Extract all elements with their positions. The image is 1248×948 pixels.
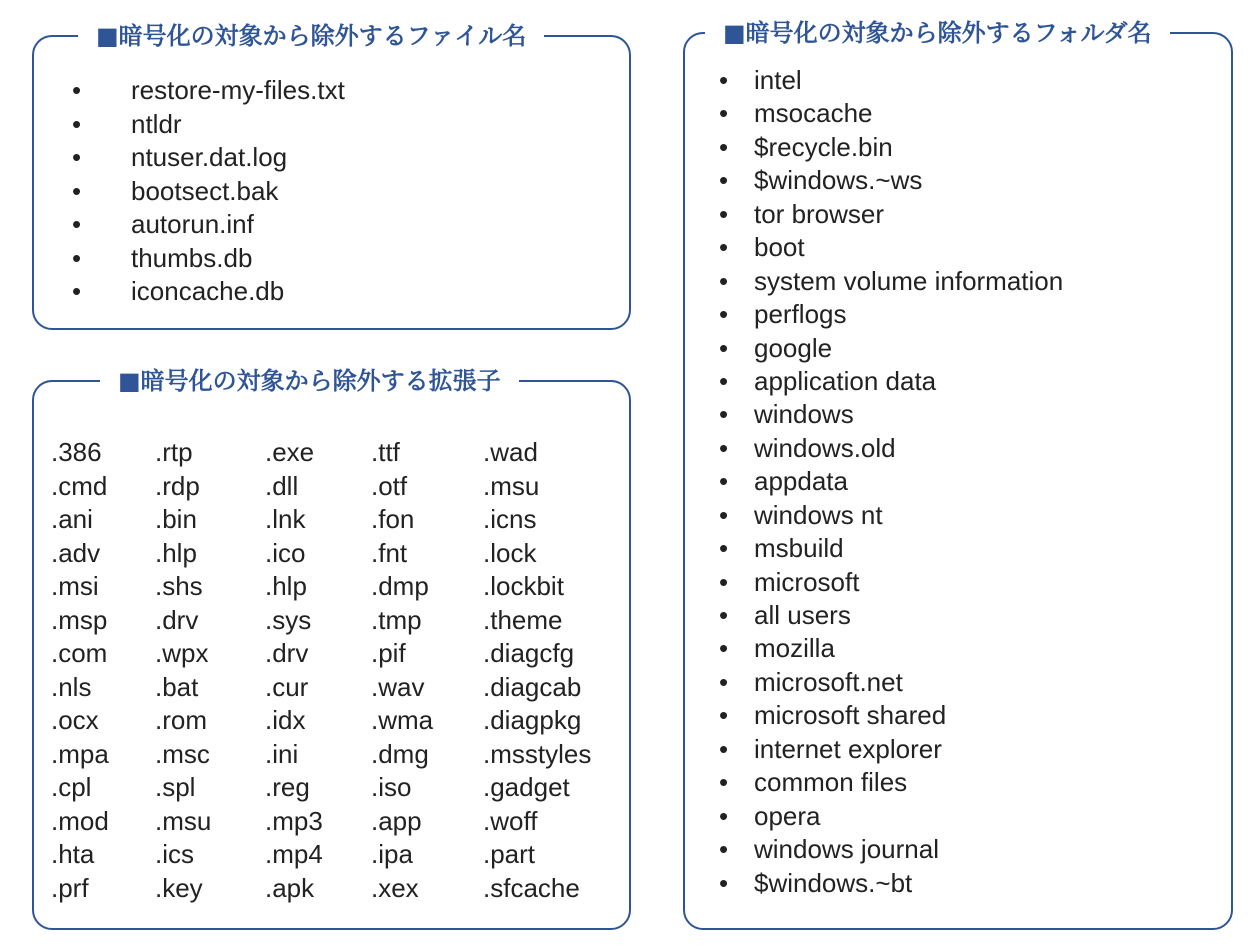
list-item: • all users bbox=[685, 599, 1063, 632]
excluded-folders-title: ■暗号化の対象から除外するフォルダ名 bbox=[705, 15, 1170, 51]
extension-item: .diagpkg bbox=[483, 705, 582, 735]
list-item: • windows nt bbox=[685, 499, 1063, 532]
extension-item: .ttf bbox=[371, 437, 400, 467]
extension-column bbox=[155, 436, 211, 905]
extension-item: .part bbox=[483, 839, 536, 869]
list-item: • ntldr bbox=[34, 108, 345, 142]
extension-item: .key bbox=[155, 872, 203, 903]
list-item: • system volume information bbox=[685, 265, 1063, 298]
extension-item: .ico bbox=[265, 537, 306, 568]
list-item: • iconcache.db bbox=[34, 275, 345, 309]
extension-item: .rom bbox=[155, 705, 207, 735]
list-item: • $recycle.bin bbox=[685, 131, 1063, 164]
list-item: • common files bbox=[685, 766, 1063, 799]
list-item: • restore-my-files.txt bbox=[34, 74, 345, 108]
extension-item: .msc bbox=[155, 738, 210, 769]
extension-item: .gadget bbox=[483, 772, 570, 802]
excluded-extensions-title: ■暗号化の対象から除外する拡張子 bbox=[100, 363, 519, 399]
extension-item: .msstyles bbox=[483, 738, 592, 769]
list-item: • tor browser bbox=[685, 198, 1063, 231]
list-item: • opera bbox=[685, 800, 1063, 833]
excluded-files-box bbox=[32, 22, 631, 330]
extension-item: .diagcab bbox=[483, 671, 582, 702]
extension-item: .spl bbox=[155, 772, 196, 802]
list-item: • windows bbox=[685, 398, 1063, 431]
list-item: • intel bbox=[685, 64, 1063, 97]
extension-item: .ipa bbox=[371, 839, 413, 869]
extension-item: .apk bbox=[265, 872, 315, 903]
extension-item: .theme bbox=[483, 604, 563, 635]
list-item: • microsoft.net bbox=[685, 666, 1063, 699]
extension-item: .com bbox=[51, 638, 108, 668]
extension-item: .drv bbox=[265, 638, 309, 668]
extension-item: .cmd bbox=[51, 470, 108, 501]
extension-item: .wpx bbox=[155, 638, 209, 668]
extension-item: .fon bbox=[371, 504, 415, 534]
excluded-folders-list bbox=[685, 64, 1063, 900]
extension-item: .fnt bbox=[371, 537, 408, 568]
extension-item: .dmg bbox=[371, 738, 429, 769]
extension-item: .cur bbox=[265, 671, 309, 702]
extension-item: .idx bbox=[265, 705, 306, 735]
list-item: • thumbs.db bbox=[34, 242, 345, 276]
extension-item: .nls bbox=[51, 671, 92, 702]
extension-column bbox=[51, 436, 109, 905]
list-item: • boot bbox=[685, 231, 1063, 264]
extension-item: .wad bbox=[483, 437, 538, 467]
extension-item: .rdp bbox=[155, 470, 200, 501]
extension-item: .pif bbox=[371, 638, 406, 668]
extension-item: .lockbit bbox=[483, 571, 564, 601]
extension-item: .bat bbox=[155, 671, 199, 702]
extension-item: .msp bbox=[51, 604, 108, 635]
extension-item: .drv bbox=[155, 604, 199, 635]
extension-column bbox=[265, 436, 323, 905]
extension-item: .bin bbox=[155, 504, 197, 534]
extension-item: .ini bbox=[265, 738, 299, 769]
list-item: • mozilla bbox=[685, 632, 1063, 665]
extension-column bbox=[483, 436, 591, 905]
list-item: • windows journal bbox=[685, 833, 1063, 866]
extension-item: .reg bbox=[265, 772, 310, 802]
extension-item: .hlp bbox=[155, 537, 197, 568]
extension-item: .prf bbox=[51, 872, 89, 903]
extension-item: .mp4 bbox=[265, 839, 323, 869]
extension-item: .woff bbox=[483, 805, 538, 836]
extension-item: .sfcache bbox=[483, 872, 580, 903]
extension-item: .lock bbox=[483, 537, 537, 568]
excluded-extensions-box bbox=[32, 367, 631, 930]
list-item: • msocache bbox=[685, 97, 1063, 130]
list-item: • microsoft shared bbox=[685, 699, 1063, 732]
extension-item: .mp3 bbox=[265, 805, 323, 836]
list-item: • $windows.~bt bbox=[685, 867, 1063, 900]
extension-item: .icns bbox=[483, 504, 537, 534]
extension-item: .exe bbox=[265, 437, 315, 467]
extension-item: .lnk bbox=[265, 504, 306, 534]
list-item: • $windows.~ws bbox=[685, 164, 1063, 197]
extension-item: .msi bbox=[51, 571, 99, 601]
extension-item: .rtp bbox=[155, 437, 193, 467]
extension-item: .dmp bbox=[371, 571, 429, 601]
extension-item: .msu bbox=[483, 470, 540, 501]
extension-item: .ics bbox=[155, 839, 194, 869]
extension-item: .shs bbox=[155, 571, 203, 601]
list-item: • autorun.inf bbox=[34, 208, 345, 242]
extension-item: .dll bbox=[265, 470, 299, 501]
extension-item: .otf bbox=[371, 470, 408, 501]
list-item: • google bbox=[685, 332, 1063, 365]
extension-item: .diagcfg bbox=[483, 638, 575, 668]
extension-item: .iso bbox=[371, 772, 412, 802]
list-item: • internet explorer bbox=[685, 733, 1063, 766]
list-item: • bootsect.bak bbox=[34, 175, 345, 209]
excluded-files-title: ■暗号化の対象から除外するファイル名 bbox=[78, 18, 544, 54]
excluded-folders-box bbox=[683, 19, 1233, 930]
extension-item: .mod bbox=[51, 805, 109, 836]
list-item: • ntuser.dat.log bbox=[34, 141, 345, 175]
list-item: • windows.old bbox=[685, 432, 1063, 465]
extension-item: .ani bbox=[51, 504, 93, 534]
extension-item: .wma bbox=[371, 705, 434, 735]
extension-item: .msu bbox=[155, 805, 212, 836]
list-item: • microsoft bbox=[685, 566, 1063, 599]
extension-item: .wav bbox=[371, 671, 425, 702]
extension-item: .cpl bbox=[51, 772, 92, 802]
list-item: • appdata bbox=[685, 465, 1063, 498]
excluded-files-list bbox=[34, 74, 345, 309]
extension-item: .mpa bbox=[51, 738, 109, 769]
extension-item: .xex bbox=[371, 872, 419, 903]
extension-item: .hta bbox=[51, 839, 95, 869]
extension-column bbox=[371, 436, 433, 905]
list-item: • msbuild bbox=[685, 532, 1063, 565]
extension-item: .adv bbox=[51, 537, 101, 568]
extension-item: .ocx bbox=[51, 705, 99, 735]
extension-item: .sys bbox=[265, 604, 312, 635]
extension-item: .hlp bbox=[265, 571, 307, 601]
extension-item: .tmp bbox=[371, 604, 422, 635]
extension-item: .app bbox=[371, 805, 422, 836]
extension-item: .386 bbox=[51, 437, 102, 467]
list-item: • application data bbox=[685, 365, 1063, 398]
list-item: • perflogs bbox=[685, 298, 1063, 331]
